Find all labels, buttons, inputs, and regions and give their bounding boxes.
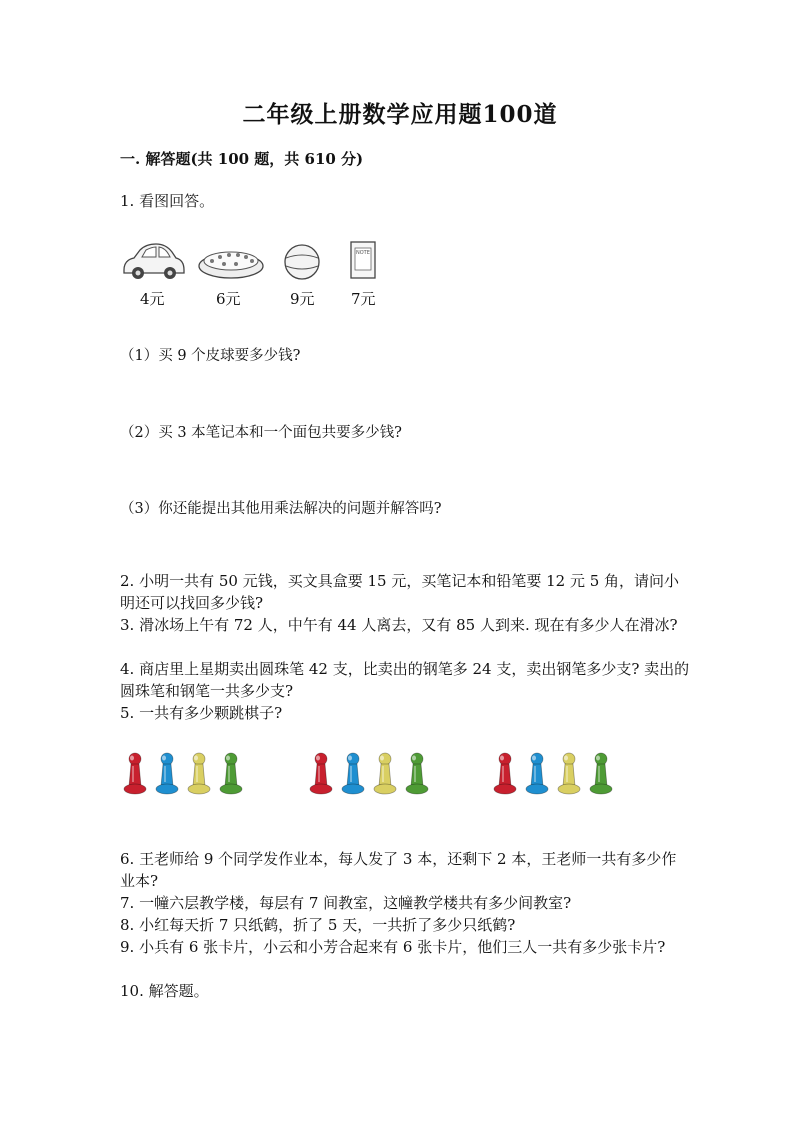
question-6: 6. 王老师给 9 个同学发作业本，每人发了 3 本，还剩下 2 本，王老师一共有多少作业本? xyxy=(120,850,677,890)
price-ball: 9元 xyxy=(290,290,315,308)
ball-icon xyxy=(282,242,322,282)
price-pictures xyxy=(118,238,398,310)
checker-piece-icon xyxy=(556,752,582,798)
question-4: 4. 商店里上星期卖出圆珠笔 42 支，比卖出的钢笔多 24 支，卖出钢笔多少支? 卖出的圆珠笔和钢笔一共多少支? xyxy=(120,660,690,700)
checker-pieces xyxy=(122,752,622,802)
question-8: 8. 小红每天折 7 只纸鹤，折了 5 天，一共折了多少只纸鹤? xyxy=(120,916,516,934)
checker-piece-icon xyxy=(340,752,366,798)
notebook-icon xyxy=(348,240,378,282)
question-3: 3. 滑冰场上午有 72 人，中午有 44 人离去，又有 85 人到来. 现在有多少人在滑冰? xyxy=(120,616,678,634)
checker-piece-icon xyxy=(218,752,244,798)
price-notebook: 7元 xyxy=(351,290,376,308)
cake-icon xyxy=(196,244,266,282)
checker-piece-icon xyxy=(372,752,398,798)
checker-piece-icon xyxy=(186,752,212,798)
checker-piece-icon xyxy=(122,752,148,798)
checker-piece-icon xyxy=(524,752,550,798)
question-2: 2. 小明一共有 50 元钱，买文具盒要 15 元，买笔记本和铅笔要 12 元 5 角，请问小明还可以找回多少钱? xyxy=(120,572,680,612)
price-car: 4元 xyxy=(140,290,165,308)
question-1: 1. 看图回答。 xyxy=(120,192,215,210)
question-5: 5. 一共有多少颗跳棋子? xyxy=(120,704,283,722)
question-9: 9. 小兵有 6 张卡片，小云和小芳合起来有 6 张卡片，他们三人一共有多少张卡片? xyxy=(120,938,666,956)
page-title: 二年级上册数学应用题100道 xyxy=(242,101,558,128)
checker-piece-icon xyxy=(588,752,614,798)
checker-piece-icon xyxy=(492,752,518,798)
question-10: 10. 解答题。 xyxy=(120,982,209,1000)
toy-car-icon xyxy=(120,240,186,282)
price-cake: 6元 xyxy=(216,290,241,308)
question-1-part-3: （3）你还能提出其他用乘法解决的问题并解答吗? xyxy=(120,501,442,517)
checker-piece-icon xyxy=(404,752,430,798)
checker-piece-icon xyxy=(308,752,334,798)
question-1-part-1: （1）买 9 个皮球要多少钱? xyxy=(120,348,301,364)
checker-piece-icon xyxy=(154,752,180,798)
question-7: 7. 一幢六层教学楼，每层有 7 间教室，这幢教学楼共有多少间教室? xyxy=(120,894,572,912)
notebook-label: NOTE xyxy=(356,250,370,256)
question-1-part-2: （2）买 3 本笔记本和一个面包共要多少钱? xyxy=(120,425,402,441)
section-heading: 一. 解答题(共 100 题，共 610 分) xyxy=(120,150,364,168)
